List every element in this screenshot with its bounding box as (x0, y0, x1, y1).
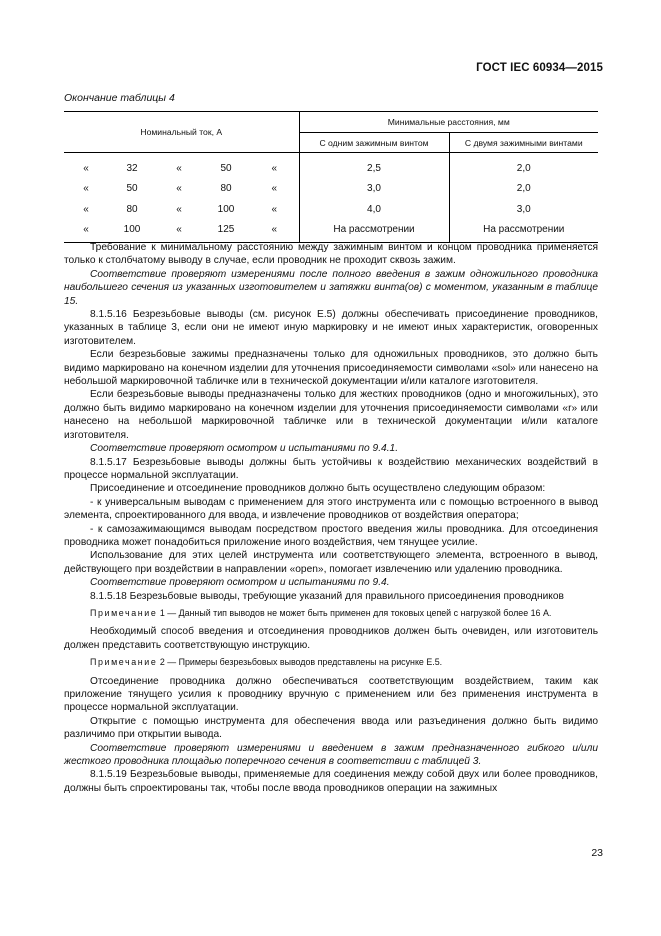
note-text: 1 — Данный тип выводов не может быть применен для токовых цепей с нагрузкой более 16 А. (157, 607, 552, 618)
paragraph: Требование к минимальному расстоянию между зажимным винтом и концом проводника применяется только к столбчатому выводу в случае, если проводник не проходит сквозь зажим. (64, 242, 598, 267)
table-row (64, 199, 598, 220)
note-label: Примечание (90, 607, 158, 618)
compliance-paragraph: Соответствие проверяют измерениями после полного введения в зажим одножильного проводника наибольшего сечения из указанных изготовителем и затяжки винта(ов) с моментом, указанным в таблице 15. (64, 268, 598, 307)
list-item: - к самозажимающимся выводам посредством простого введения жилы проводника. Для отсоединения проводника может понадобиться приложение иного воздействия, чем тянущее усилие. (64, 523, 598, 548)
quote-mark: « (250, 220, 299, 243)
note-2 (64, 656, 598, 669)
quote-mark: « (176, 203, 182, 215)
quote-mark: « (83, 203, 89, 215)
paragraph-8-1-5-16: 8.1.5.16 Безрезьбовые выводы (см. рисунок Е.5) должны обеспечивать присоединение проводников, указанных в таблице 3, если они не имеют иную маркировку и не имеют иных характеристик, оговоренных изготовителем. (64, 309, 598, 347)
table-caption: Окончание таблицы 4 (64, 92, 175, 104)
current-from: 80 (126, 203, 138, 215)
paragraph: Открытие с помощью инструмента для обеспечения ввода или разъединения должно быть видимо различимо при открытии вывода. (64, 715, 598, 741)
compliance-paragraph: Соответствие проверяют измерениями и введением в зажим предназначенного гибкого и/или жесткого проводника площадью поперечного сечения в соответствии с таблицей 3. (64, 742, 598, 768)
distance-one-screw: 3,0 (299, 179, 449, 200)
paragraph-8-1-5-17: 8.1.5.17 Безрезьбовые выводы должны быть устойчивы к воздействию механических воздействий в процессе нормальной эксплуатации. (64, 456, 598, 481)
distance-one-screw: На рассмотрении (299, 220, 449, 243)
header-nominal-current: Номинальный ток, А (64, 112, 299, 153)
quote-mark: « (250, 153, 299, 179)
compliance-paragraph: Соответствие проверяют осмотром и испытаниями по 9.4. (90, 577, 390, 589)
distance-one-screw: 2,5 (299, 153, 449, 179)
distance-one-screw: 4,0 (299, 199, 449, 220)
current-to: 50 (220, 162, 232, 174)
current-to: 125 (202, 220, 250, 243)
current-from: 32 (126, 162, 138, 174)
paragraph: Если безрезьбовые зажимы предназначены только для одножильных проводников, это должно быть видимо маркировано на конечном изделии для уточнения присоединяемости символами «sol» или нанесено на небольшой маркировочной табличке или в технической документации и/или каталоге изготовителя. (64, 349, 598, 388)
table-row (64, 179, 598, 200)
table-row (64, 153, 598, 179)
current-to: 80 (220, 183, 232, 195)
quote-mark: « (83, 162, 89, 174)
body-text (64, 241, 598, 795)
paragraph: Если безрезьбовые выводы предназначены только для жестких проводников (одно и многожильных), это должно быть видимо маркировано на конечном изделии для уточнения присоединяемости символами «r» или нанесено на небольшой маркировочной табличке или в технической документации и/или каталоге изготовителя. (64, 389, 598, 441)
quote-mark: « (64, 220, 108, 243)
distance-two-screws: 2,0 (516, 183, 531, 195)
document-header: ГОСТ IEC 60934—2015 (476, 62, 603, 74)
quote-mark: « (176, 183, 182, 195)
quote-mark: « (156, 220, 202, 243)
quote-mark: « (176, 162, 182, 174)
current-to: 100 (217, 203, 235, 215)
quote-mark: « (250, 179, 299, 200)
distance-two-screws: 3,0 (516, 203, 531, 215)
paragraph: Необходимый способ введения и отсоединения проводников должен быть очевиден, или изготовитель должен представить соответствующую инструкцию. (64, 626, 598, 651)
current-from: 100 (108, 220, 156, 243)
note-text: 2 — Примеры безрезьбовых выводов представлены на рисунке Е.5. (157, 657, 443, 668)
paragraph: Использование для этих целей инструмента или соответствующего элемента, встроенного в вывод, действующего при воздействии в направлении «open», помогает извлечению или удалению проводника. (64, 550, 598, 575)
note-1 (64, 607, 598, 620)
paragraph-8-1-5-18: 8.1.5.18 Безрезьбовые выводы, требующие указаний для правильного присоединения проводников (90, 590, 564, 602)
distance-two-screws: На рассмотрении (449, 220, 598, 243)
compliance-paragraph: Соответствие проверяют осмотром и испытаниями по 9.4.1. (90, 443, 399, 455)
distances-table (64, 111, 598, 243)
distance-two-screws: 2,0 (516, 162, 531, 174)
header-one-screw: С одним зажимным винтом (299, 133, 449, 153)
quote-mark: « (250, 199, 299, 220)
current-from: 50 (126, 183, 138, 195)
table-row (64, 220, 598, 243)
quote-mark: « (83, 183, 89, 195)
list-item: - к универсальным выводам с применением для этого инструмента или с помощью встроенного в вывод элемента, спроектированного для ввода, и извлечение проводников от воздействия оператора; (64, 496, 598, 522)
paragraph-8-1-5-19: 8.1.5.19 Безрезьбовые выводы, применяемые для соединения между собой двух или более проводников, должны быть спроектированы так, чтобы после ввода проводников операции на зажимных (64, 769, 598, 794)
page-number: 23 (591, 847, 603, 859)
header-two-screws: С двумя зажимными винтами (449, 133, 598, 153)
header-min-distances: Минимальные расстояния, мм (299, 112, 598, 133)
paragraph: Присоединение и отсоединение проводников должно быть осуществлено следующим образом: (90, 483, 546, 495)
paragraph: Отсоединение проводника должно обеспечиваться соответствующим воздействием, таким как приложение тянущего усилия к проводнику вручную с применением или без применения инструмента в процессе нормальной эксплуатации. (64, 675, 598, 714)
note-label: Примечание (90, 657, 158, 668)
